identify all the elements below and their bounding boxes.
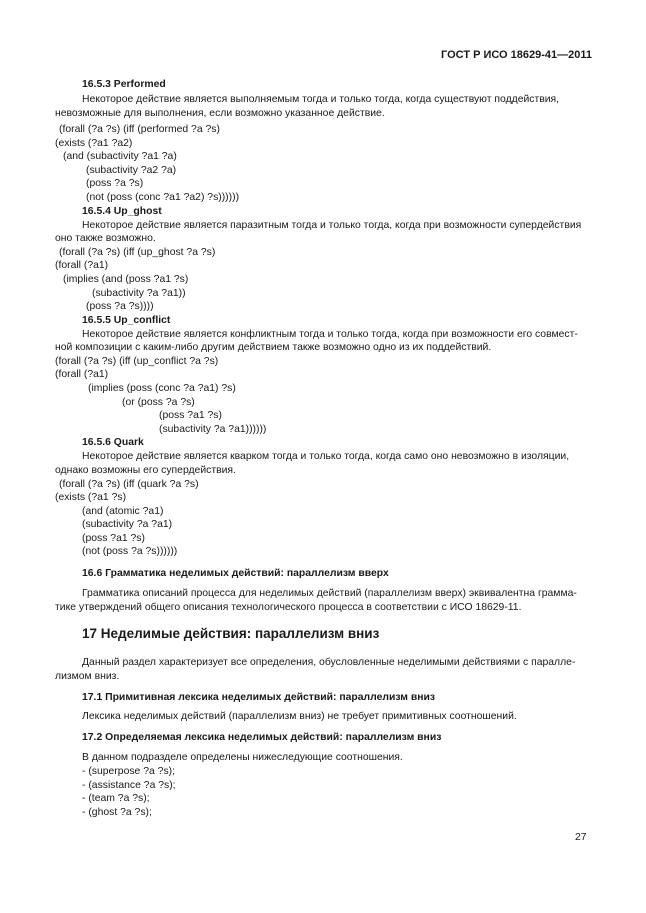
paragraph-line: Некоторое действие является паразитным тогда и только тогда, когда при возможности супердействия (82, 220, 582, 231)
formula-line: (and (subactivity ?a1 ?a) (63, 151, 177, 162)
paragraph-line: Лексика неделимых действий (параллелизм вниз) не требует примитивных соотношений. (82, 711, 517, 722)
formula-line: (forall (?a1) (55, 369, 109, 380)
section-heading: 17.1 Примитивная лексика неделимых действий: параллелизм вниз (82, 692, 436, 703)
paragraph-line: ной композиции с каким-либо другим действием также возможно одно из их поддействий. (55, 342, 492, 353)
list-item: - (team ?a ?s); (82, 793, 150, 804)
formula-line: (subactivity ?a2 ?a) (86, 165, 177, 176)
formula-line: (not (poss (conc ?a1 ?a2) ?s)))))) (86, 192, 240, 203)
formula-line: (implies (and (poss ?a1 ?s) (63, 274, 189, 285)
subsection-heading: 16.5.5 Up_conflict (82, 315, 171, 326)
formula-line: (subactivity ?a ?a1)))))) (159, 424, 267, 435)
section-heading: 16.6 Грамматика неделимых действий: параллелизм вверх (82, 568, 389, 579)
formula-line: (poss ?a1 ?s) (159, 410, 222, 421)
paragraph-line: Грамматика описаний процесса для неделимых действий (параллелизм вверх) эквивалентна грамма- (82, 588, 577, 599)
list-item: - (assistance ?a ?s); (82, 780, 176, 791)
paragraph-line: невозможные для выполнения, если возможно указанное действие. (55, 108, 385, 119)
paragraph-line: однако возможны его супердействия. (55, 465, 236, 476)
chapter-heading: 17 Неделимые действия: параллелизм вниз (82, 626, 380, 641)
paragraph-line: лизмом вниз. (55, 671, 120, 682)
formula-line: (forall (?a ?s) (iff (quark ?a ?s) (59, 479, 199, 490)
paragraph-line: Некоторое действие является конфликтным тогда и только тогда, когда при возможности его совмест- (82, 329, 578, 340)
formula-line: (implies (poss (conc ?a ?a1) ?s) (88, 383, 236, 394)
formula-line: (and (atomic ?a1) (82, 506, 164, 517)
formula-line: (poss ?a ?s)))) (86, 301, 154, 312)
running-header: ГОСТ Р ИСО 18629-41—2011 (441, 49, 593, 61)
list-item: - (ghost ?a ?s); (82, 807, 152, 818)
paragraph-line: Данный раздел характеризует все определения, обусловленные неделимыми действиями с паралле- (82, 657, 576, 668)
formula-line: (subactivity ?a ?a1) (82, 519, 173, 530)
formula-line: (forall (?a1) (55, 260, 109, 271)
formula-line: (poss ?a ?s) (86, 178, 144, 189)
subsection-heading: 16.5.3 Performed (82, 79, 166, 90)
formula-line: (not (poss ?a ?s)))))) (82, 546, 178, 557)
section-heading: 17.2 Определяемая лексика неделимых действий: параллелизм вниз (82, 732, 442, 743)
paragraph-line: Некоторое действие является кварком тогда и только тогда, когда само оно невозможно в изоляции, (82, 451, 570, 462)
paragraph-line: оно также возможно. (55, 233, 156, 244)
list-item: - (superpose ?a ?s); (82, 766, 175, 777)
paragraph-line: Некоторое действие является выполняемым тогда и только тогда, когда существуют поддействия, (82, 94, 560, 105)
paragraph-line: тике утверждений общего описания технологического процесса в соответствии с ИСО 18629-11. (55, 602, 522, 613)
formula-line: (subactivity ?a ?a1)) (92, 288, 186, 299)
subsection-heading: 16.5.4 Up_ghost (82, 206, 162, 217)
formula-line: (forall (?a ?s) (iff (performed ?a ?s) (59, 124, 220, 135)
formula-line: (forall (?a ?s) (iff (up_conflict ?a ?s) (55, 356, 219, 367)
formula-line: (exists (?a1 ?s) (55, 492, 127, 503)
page-number: 27 (575, 832, 587, 843)
formula-line: (exists (?a1 ?a2) (55, 138, 133, 149)
formula-line: (forall (?a ?s) (iff (up_ghost ?a ?s) (59, 247, 216, 258)
formula-line: (poss ?a1 ?s) (82, 533, 145, 544)
subsection-heading: 16.5.6 Quark (82, 437, 144, 448)
formula-line: (or (poss ?a ?s) (122, 397, 195, 408)
paragraph-line: В данном подразделе определены нижеследующие соотношения. (82, 752, 403, 763)
